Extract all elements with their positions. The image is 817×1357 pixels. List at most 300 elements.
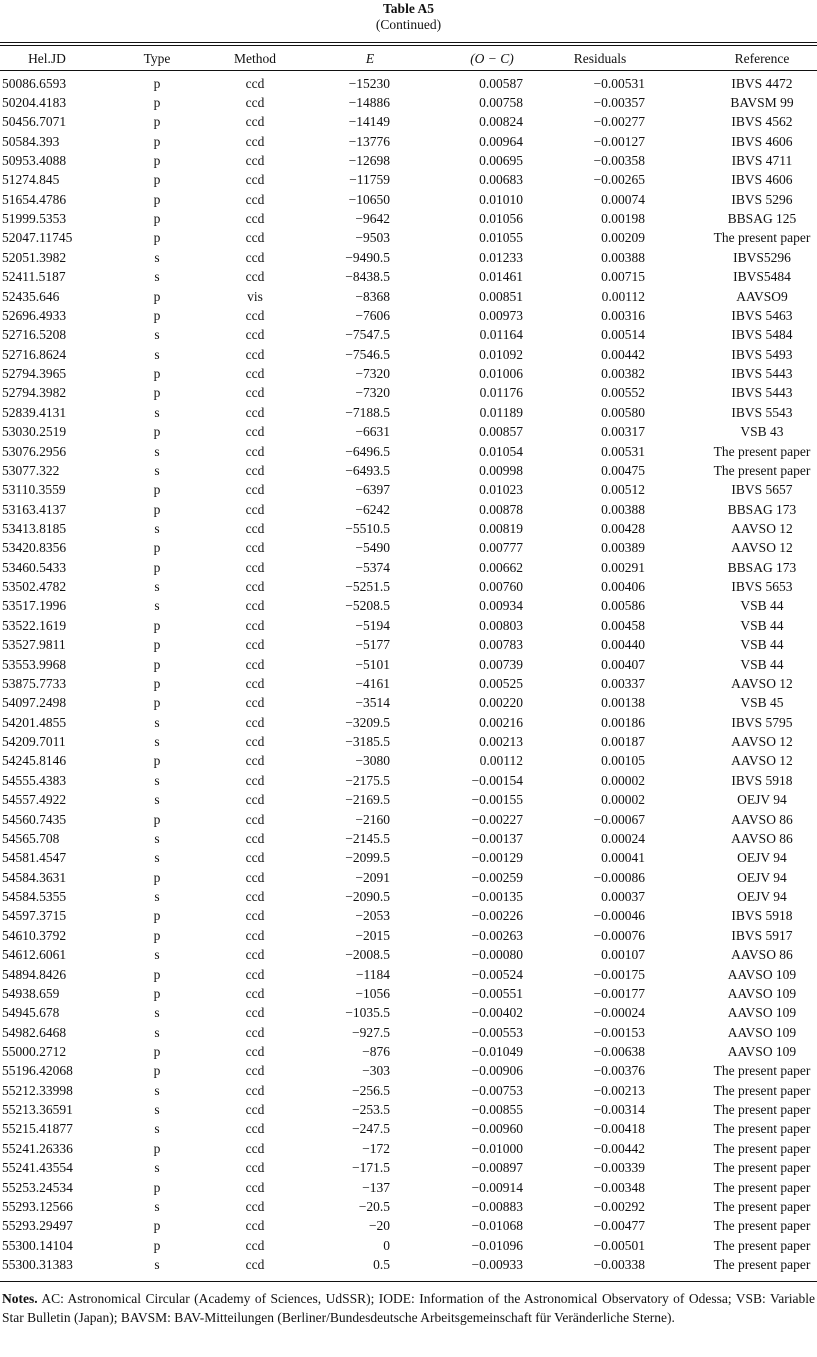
cell-epoch: −10650 [348, 191, 390, 207]
cell-epoch: −2091 [355, 869, 390, 885]
cell-residuals: 0.00074 [601, 191, 645, 207]
cell-residuals: −0.00376 [593, 1063, 645, 1079]
table-row [0, 306, 817, 325]
cell-heljd: 53030.2519 [2, 424, 67, 440]
table-row [0, 422, 817, 441]
cell-residuals: −0.00358 [593, 152, 645, 168]
header-method: Method [234, 51, 276, 66]
cell-epoch: −2175.5 [345, 772, 390, 788]
cell-method: ccd [245, 1005, 265, 1021]
cell-method: ccd [245, 133, 265, 149]
cell-residuals: 0.00002 [601, 792, 645, 808]
cell-epoch: 0.5 [373, 1257, 390, 1273]
table-row [0, 945, 817, 964]
cell-type: p [153, 191, 161, 207]
cell-method: ccd [245, 172, 265, 188]
cell-type: s [154, 521, 160, 536]
cell-method: ccd [245, 947, 265, 963]
table-row [0, 732, 817, 751]
cell-method: ccd [245, 927, 265, 943]
cell-reference: The present paper [713, 1140, 811, 1156]
cell-method: ccd [245, 482, 265, 498]
cell-o-c: −0.00137 [471, 830, 523, 846]
cell-heljd: 53420.8356 [2, 540, 67, 556]
cell-type: p [153, 540, 161, 556]
cell-method: ccd [245, 385, 265, 401]
cell-epoch: −5208.5 [345, 598, 390, 614]
cell-heljd: 54097.2498 [2, 695, 67, 711]
cell-type: p [153, 637, 161, 653]
cell-epoch: −2015 [355, 927, 390, 943]
cell-method: ccd [245, 191, 265, 207]
cell-heljd: 52051.3982 [2, 249, 67, 265]
header-residuals: Residuals [573, 51, 627, 66]
table-row [0, 1216, 817, 1235]
cell-type: p [153, 94, 161, 110]
cell-residuals: 0.00406 [601, 579, 645, 595]
cell-o-c: 0.00777 [479, 540, 523, 556]
cell-epoch: −5490 [355, 540, 390, 556]
cell-type: s [154, 850, 160, 866]
cell-heljd: 55253.24534 [2, 1179, 73, 1195]
cell-heljd: 54581.4547 [2, 850, 67, 866]
cell-epoch: −1184 [355, 966, 390, 982]
cell-type: p [153, 675, 161, 691]
cell-residuals: 0.00388 [601, 501, 645, 517]
cell-heljd: 50086.6593 [2, 75, 67, 91]
cell-reference: The present paper [713, 1102, 811, 1118]
table-row [0, 403, 817, 422]
cell-epoch: −6397 [355, 482, 390, 498]
cell-residuals: −0.00024 [593, 1005, 645, 1021]
cell-method: ccd [245, 617, 265, 633]
cell-heljd: 54565.708 [2, 830, 60, 846]
table-row [0, 287, 817, 306]
cell-method: ccd [245, 966, 265, 982]
cell-reference: OEJV 94 [737, 869, 787, 885]
cell-epoch: −3080 [355, 753, 390, 769]
table-row [0, 1061, 817, 1080]
cell-o-c: 0.00783 [479, 637, 523, 653]
table-row [0, 596, 817, 615]
cell-o-c: −0.00914 [471, 1179, 523, 1195]
cell-heljd: 54584.5355 [2, 889, 67, 905]
cell-residuals: 0.00138 [601, 695, 645, 711]
cell-o-c: 0.01010 [479, 191, 523, 207]
cell-reference: BBSAG 173 [727, 559, 797, 575]
cell-epoch: −6493.5 [345, 462, 390, 478]
cell-type: s [154, 830, 160, 846]
cell-o-c: −0.00402 [471, 1005, 523, 1021]
table-row [0, 170, 817, 189]
cell-epoch: −5510.5 [345, 521, 390, 536]
cell-type: p [153, 133, 161, 149]
cell-heljd: 54555.4383 [2, 772, 67, 788]
cell-residuals: 0.00458 [601, 617, 645, 633]
cell-reference: IBVS 5463 [731, 307, 793, 323]
cell-type: p [153, 1218, 161, 1234]
cell-type: s [154, 1102, 160, 1118]
table-row [0, 1081, 817, 1100]
cell-o-c: −0.01049 [471, 1044, 523, 1059]
cell-heljd: 54560.7435 [2, 811, 67, 827]
table-row [0, 693, 817, 712]
cell-heljd: 54945.678 [2, 1005, 60, 1021]
cell-heljd: 54610.3792 [2, 927, 67, 943]
table-row [0, 74, 817, 93]
cell-heljd: 51654.4786 [2, 191, 67, 207]
cell-residuals: 0.00024 [601, 830, 645, 846]
table-row [0, 480, 817, 499]
cell-o-c: 0.00739 [479, 656, 523, 672]
cell-reference: AAVSO 12 [731, 753, 793, 769]
cell-reference: IBVS 5443 [731, 366, 793, 382]
cell-heljd: 52047.11745 [2, 230, 73, 246]
cell-residuals: 0.00187 [601, 734, 645, 750]
cell-heljd: 52716.8624 [2, 346, 67, 362]
cell-residuals: −0.00067 [593, 811, 645, 827]
cell-epoch: −2008.5 [345, 947, 390, 963]
cell-o-c: −0.00259 [471, 869, 523, 885]
cell-epoch: −1056 [355, 985, 390, 1001]
cell-reference: IBVS 5296 [731, 191, 793, 207]
cell-heljd: 52696.4933 [2, 307, 67, 323]
cell-method: ccd [245, 637, 265, 653]
top-rule [0, 42, 817, 43]
table-row [0, 1100, 817, 1119]
cell-o-c: −0.00226 [471, 908, 523, 924]
cell-epoch: −1035.5 [345, 1005, 390, 1021]
cell-reference: VSB 45 [740, 695, 784, 711]
cell-heljd: 55196.42068 [2, 1063, 73, 1079]
table-row [0, 1197, 817, 1216]
table-row [0, 926, 817, 945]
cell-method: ccd [245, 734, 265, 750]
header-rule [0, 70, 817, 71]
cell-heljd: 50584.393 [2, 133, 60, 149]
cell-epoch: −2090.5 [345, 889, 390, 905]
cell-residuals: 0.00428 [601, 521, 645, 536]
cell-heljd: 54584.3631 [2, 869, 67, 885]
cell-method: ccd [245, 830, 265, 846]
cell-reference: AAVSO 12 [731, 734, 793, 750]
cell-residuals: 0.00316 [601, 307, 645, 323]
cell-type: s [154, 598, 160, 614]
cell-method: ccd [245, 1044, 265, 1059]
cell-reference: IBVS 5657 [731, 482, 793, 498]
cell-residuals: −0.00292 [593, 1198, 645, 1214]
table-row [0, 1139, 817, 1158]
cell-heljd: 53413.8185 [2, 521, 67, 536]
table-row [0, 577, 817, 596]
cell-reference: IBVS 5484 [731, 327, 793, 343]
cell-method: ccd [245, 772, 265, 788]
cell-residuals: −0.00175 [593, 966, 645, 982]
cell-o-c: 0.00851 [479, 288, 523, 304]
cell-heljd: 50953.4088 [2, 152, 67, 168]
cell-reference: IBVS 4606 [731, 172, 793, 188]
cell-reference: The present paper [713, 1198, 811, 1214]
cell-o-c: −0.00960 [471, 1121, 523, 1137]
cell-epoch: −256.5 [352, 1082, 390, 1098]
cell-o-c: −0.00154 [471, 772, 523, 788]
cell-reference: IBVS 5653 [731, 579, 793, 595]
cell-reference: VSB 44 [740, 617, 784, 633]
cell-reference: IBVS 5918 [731, 772, 793, 788]
cell-type: p [153, 617, 161, 633]
cell-method: ccd [245, 1198, 265, 1214]
cell-epoch: −5177 [355, 637, 390, 653]
table-row [0, 461, 817, 480]
cell-residuals: 0.00407 [601, 656, 645, 672]
cell-type: p [153, 927, 161, 943]
cell-o-c: 0.00683 [479, 172, 523, 188]
cell-heljd: 52794.3982 [2, 385, 67, 401]
cell-residuals: −0.00314 [593, 1102, 645, 1118]
cell-residuals: −0.00127 [593, 133, 645, 149]
cell-o-c: −0.00524 [471, 966, 523, 982]
cell-method: ccd [245, 1257, 265, 1273]
table-row [0, 635, 817, 654]
cell-heljd: 52839.4131 [2, 404, 67, 420]
table-row [0, 810, 817, 829]
header-epoch: E [365, 51, 375, 66]
cell-o-c: 0.01164 [479, 327, 523, 343]
cell-reference: IBVS5296 [733, 249, 791, 265]
cell-heljd: 54201.4855 [2, 714, 67, 730]
cell-method: ccd [245, 656, 265, 672]
cell-o-c: 0.00964 [479, 133, 523, 149]
cell-reference: AAVSO9 [736, 288, 788, 304]
cell-reference: The present paper [713, 1257, 811, 1273]
header-type: Type [143, 51, 171, 66]
cell-heljd: 55215.41877 [2, 1121, 73, 1137]
cell-heljd: 53076.2956 [2, 443, 67, 459]
cell-method: ccd [245, 404, 265, 420]
cell-type: p [153, 966, 161, 982]
cell-reference: IBVS 4562 [731, 114, 793, 130]
cell-type: p [153, 211, 161, 227]
cell-method: ccd [245, 675, 265, 691]
cell-reference: IBVS5484 [733, 269, 791, 285]
cell-residuals: −0.00086 [593, 869, 645, 885]
cell-type: s [154, 249, 160, 265]
cell-type: p [153, 75, 161, 91]
cell-epoch: −3185.5 [345, 734, 390, 750]
table-row [0, 751, 817, 770]
cell-epoch: −14149 [348, 114, 390, 130]
cell-reference: AAVSO 86 [731, 947, 793, 963]
header-o-c: (O − C) [470, 51, 514, 66]
cell-heljd: 53875.7733 [2, 675, 67, 691]
cell-epoch: −3514 [355, 695, 390, 711]
table-row [0, 538, 817, 557]
cell-reference: BBSAG 173 [727, 501, 797, 517]
cell-type: s [154, 1121, 160, 1137]
cell-o-c: −0.01096 [471, 1237, 523, 1253]
cell-heljd: 53460.5433 [2, 559, 67, 575]
cell-method: ccd [245, 579, 265, 595]
cell-reference: AAVSO 12 [731, 521, 793, 536]
cell-heljd: 55293.12566 [2, 1198, 73, 1214]
cell-o-c: −0.00553 [471, 1024, 523, 1040]
cell-epoch: −9503 [355, 230, 390, 246]
table-row [0, 383, 817, 402]
cell-heljd: 55300.14104 [2, 1237, 73, 1253]
cell-reference: The present paper [713, 230, 811, 246]
cell-heljd: 53110.3559 [2, 482, 66, 498]
cell-epoch: −2145.5 [345, 830, 390, 846]
cell-method: ccd [245, 443, 265, 459]
cell-method: ccd [245, 850, 265, 866]
cell-type: s [154, 734, 160, 750]
cell-reference: IBVS 5543 [731, 404, 793, 420]
cell-type: p [153, 501, 161, 517]
cell-method: ccd [245, 889, 265, 905]
table-row [0, 209, 817, 228]
cell-epoch: −303 [362, 1063, 390, 1079]
cell-type: p [153, 482, 161, 498]
table-row [0, 345, 817, 364]
cell-epoch: −5101 [355, 656, 390, 672]
cell-heljd: 53163.4137 [2, 501, 67, 517]
cell-epoch: −6242 [355, 501, 390, 517]
cell-o-c: −0.00227 [471, 811, 523, 827]
cell-o-c: 0.00824 [479, 114, 523, 130]
cell-o-c: 0.00216 [479, 714, 523, 730]
cell-type: p [153, 1044, 161, 1059]
cell-heljd: 54557.4922 [2, 792, 67, 808]
table-row [0, 228, 817, 247]
cell-reference: OEJV 94 [737, 889, 787, 905]
table-title: Table A5 [383, 1, 434, 16]
cell-residuals: 0.00041 [601, 850, 645, 866]
cell-residuals: 0.00440 [601, 637, 645, 653]
cell-reference: IBVS 5917 [731, 927, 793, 943]
cell-o-c: −0.00080 [471, 947, 523, 963]
cell-type: s [154, 462, 160, 478]
cell-epoch: −7606 [355, 307, 390, 323]
cell-o-c: 0.01461 [479, 269, 523, 285]
cell-epoch: −7547.5 [345, 327, 390, 343]
cell-heljd: 54597.3715 [2, 908, 67, 924]
cell-epoch: −15230 [348, 75, 390, 91]
cell-residuals: −0.00076 [593, 927, 645, 943]
header-reference: Reference [734, 51, 790, 66]
cell-method: ccd [245, 307, 265, 323]
cell-heljd: 54209.7011 [2, 734, 66, 750]
table-row [0, 519, 817, 538]
cell-reference: VSB 43 [740, 424, 784, 440]
cell-type: s [154, 1198, 160, 1214]
cell-residuals: −0.00277 [593, 114, 645, 130]
table-row [0, 442, 817, 461]
cell-reference: The present paper [713, 462, 811, 478]
cell-type: p [153, 114, 161, 130]
cell-epoch: −2053 [355, 908, 390, 924]
cell-reference: The present paper [713, 1160, 811, 1176]
cell-method: ccd [245, 211, 265, 227]
cell-reference: IBVS 5918 [731, 908, 793, 924]
cell-epoch: −20.5 [358, 1198, 390, 1214]
cell-reference: VSB 44 [740, 656, 784, 672]
cell-method: ccd [245, 75, 265, 91]
table-row [0, 790, 817, 809]
cell-reference: The present paper [713, 1121, 811, 1137]
cell-residuals: −0.00638 [593, 1044, 645, 1059]
bottom-rule [0, 1281, 817, 1282]
cell-heljd: 55241.26336 [2, 1140, 73, 1156]
table-row [0, 1119, 817, 1138]
cell-type: p [153, 811, 161, 827]
cell-residuals: 0.00317 [601, 424, 645, 440]
cell-residuals: 0.00337 [601, 675, 645, 691]
cell-reference: AAVSO 109 [727, 1024, 797, 1040]
cell-residuals: 0.00388 [601, 249, 645, 265]
cell-epoch: −171.5 [352, 1160, 390, 1176]
cell-reference: IBVS 4606 [731, 133, 793, 149]
cell-reference: AAVSO 86 [731, 811, 793, 827]
cell-residuals: 0.00580 [601, 404, 645, 420]
cell-method: ccd [245, 1082, 265, 1098]
cell-epoch: −7546.5 [345, 346, 390, 362]
notes-label: Notes. [2, 1291, 38, 1306]
table-row [0, 1158, 817, 1177]
cell-reference: IBVS 5493 [731, 346, 793, 362]
cell-type: p [153, 869, 161, 885]
cell-heljd: 55212.33998 [2, 1082, 73, 1098]
cell-method: ccd [245, 327, 265, 343]
cell-method: ccd [245, 424, 265, 440]
cell-method: ccd [245, 1121, 265, 1137]
cell-reference: The present paper [713, 443, 811, 459]
cell-o-c: −0.01000 [471, 1140, 523, 1156]
cell-o-c: −0.01068 [471, 1218, 523, 1234]
cell-heljd: 54982.6468 [2, 1024, 67, 1040]
cell-type: p [153, 559, 161, 575]
cell-method: ccd [245, 1160, 265, 1176]
cell-heljd: 52411.5187 [2, 269, 66, 285]
cell-type: p [153, 385, 161, 401]
cell-heljd: 53527.9811 [2, 637, 66, 653]
cell-epoch: −5251.5 [345, 579, 390, 595]
cell-method: ccd [245, 559, 265, 575]
header-heljd: Hel.JD [28, 51, 66, 66]
cell-o-c: −0.00897 [471, 1160, 523, 1176]
table-row [0, 771, 817, 790]
table-row [0, 906, 817, 925]
cell-epoch: −13776 [348, 133, 390, 149]
table-row [0, 558, 817, 577]
cell-epoch: −876 [362, 1044, 390, 1059]
cell-method: ccd [245, 269, 265, 285]
cell-heljd: 54938.659 [2, 985, 60, 1001]
cell-method: ccd [245, 540, 265, 556]
table-row [0, 1003, 817, 1022]
cell-type: s [154, 1005, 160, 1021]
cell-o-c: 0.00213 [479, 734, 523, 750]
cell-type: s [154, 346, 160, 362]
cell-residuals: −0.00338 [593, 1257, 645, 1273]
cell-epoch: −7188.5 [345, 404, 390, 420]
cell-heljd: 55241.43554 [2, 1160, 73, 1176]
table-row [0, 1255, 817, 1274]
cell-heljd: 53077.322 [2, 462, 60, 478]
cell-reference: AAVSO 12 [731, 540, 793, 556]
cell-residuals: −0.00531 [593, 75, 645, 91]
cell-type: s [154, 1082, 160, 1098]
cell-epoch: −9642 [355, 211, 390, 227]
